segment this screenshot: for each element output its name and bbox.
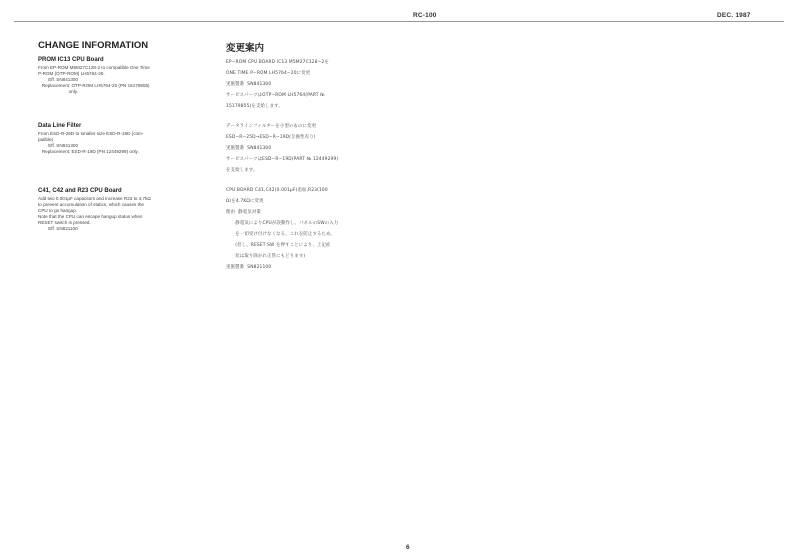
section-line: 実施製番 SN841300 bbox=[226, 146, 272, 151]
section-line: 実施製番 SN841300 bbox=[226, 82, 272, 87]
section-line: only. bbox=[38, 88, 78, 94]
section-line: P-ROM (OTP-ROM) LH5764-20. bbox=[38, 70, 105, 76]
section-line: ONE TIME P−ROM LH5764−20に変更 bbox=[226, 71, 311, 76]
section-line: データラインフィルターを小型の＆のに変更 bbox=[226, 124, 317, 129]
section-line: From EP-ROM M5M27C128-2 to compatible One Time bbox=[38, 64, 150, 70]
section-heading: C41, C42 and R23 CPU Board bbox=[38, 188, 122, 194]
english-column bbox=[38, 40, 194, 231]
section-line: Eff. SN841300 bbox=[38, 142, 79, 148]
english-section-cpu bbox=[38, 188, 151, 232]
japanese-title: 変更案内 bbox=[226, 43, 265, 54]
section-line: Replacement: ESD-R-19D (PN 12449299) only. bbox=[38, 148, 139, 154]
header-rule bbox=[14, 21, 784, 22]
section-line: CPU to go hangup. bbox=[38, 207, 78, 213]
section-heading: Data Line Filter bbox=[38, 123, 82, 129]
section-line: 15179855)を支給します。 bbox=[226, 104, 283, 109]
section-line: を支給します。 bbox=[226, 168, 258, 173]
page-number: 6 bbox=[406, 544, 410, 551]
header-model: RC-100 bbox=[413, 12, 437, 19]
section-line: Eff. SN821100 bbox=[38, 225, 78, 231]
section-line: (但し、RESET SW を押すことにより、上記症 bbox=[226, 243, 331, 248]
section-line: 静電気によりCPUが誤動作し、パネルのSWの入力 bbox=[226, 221, 339, 226]
section-line: Note that the CPU can escape hangup status when bbox=[38, 213, 143, 219]
section-line: を一切受け付けなくなる、これを防止するため。 bbox=[226, 232, 335, 237]
section-line: patible) bbox=[38, 136, 54, 142]
section-line: Add two 0.001μF capacitors and increase R23 to 4.7kΩ bbox=[38, 195, 151, 201]
section-line: Eff. SN841300 bbox=[38, 76, 79, 82]
section-line: ESD−R−25D→ESD−R−19D(互換性有り) bbox=[226, 135, 316, 140]
section-line: Replacement: OTP-ROM LH5764-20 (PN 15179855) bbox=[38, 82, 150, 88]
english-section-prom bbox=[38, 57, 150, 95]
section-line: 実施製番 SN821100 bbox=[226, 265, 272, 270]
japanese-section-filter bbox=[226, 121, 338, 176]
section-line: EP−ROM CPU BOARD IC13 M5M27C128−2を bbox=[226, 60, 329, 65]
section-line: to prevent accumulation of statics, which causes the bbox=[38, 201, 144, 207]
section-line: 理由 静電気対策 bbox=[226, 210, 261, 215]
section-line: サービスパーツはESD−R−19D(PART № 12449299) bbox=[226, 157, 339, 162]
header-date: DEC. 1987 bbox=[717, 12, 751, 19]
section-line: From ESD-R-25D to smaller size ESD-R-19D (com- bbox=[38, 130, 144, 136]
section-line: 状は取り除かれ正常にもどります) bbox=[226, 254, 306, 259]
section-line: CPU BOARD C41,C42(0.001μF)追加,R23(100 bbox=[226, 188, 328, 193]
japanese-column bbox=[226, 40, 396, 270]
japanese-section-prom bbox=[226, 57, 329, 112]
japanese-section-cpu bbox=[226, 185, 338, 273]
section-heading: PROM IC13 CPU Board bbox=[38, 57, 104, 63]
english-title: CHANGE INFORMATION bbox=[38, 40, 149, 51]
section-line: サービスパーツはOTP−ROM LH5764(PART № bbox=[226, 93, 325, 98]
section-line: RESET switch is pressed. bbox=[38, 219, 91, 225]
section-line: Ω)を4.7KΩに変更 bbox=[226, 199, 264, 204]
english-section-filter bbox=[38, 123, 143, 155]
